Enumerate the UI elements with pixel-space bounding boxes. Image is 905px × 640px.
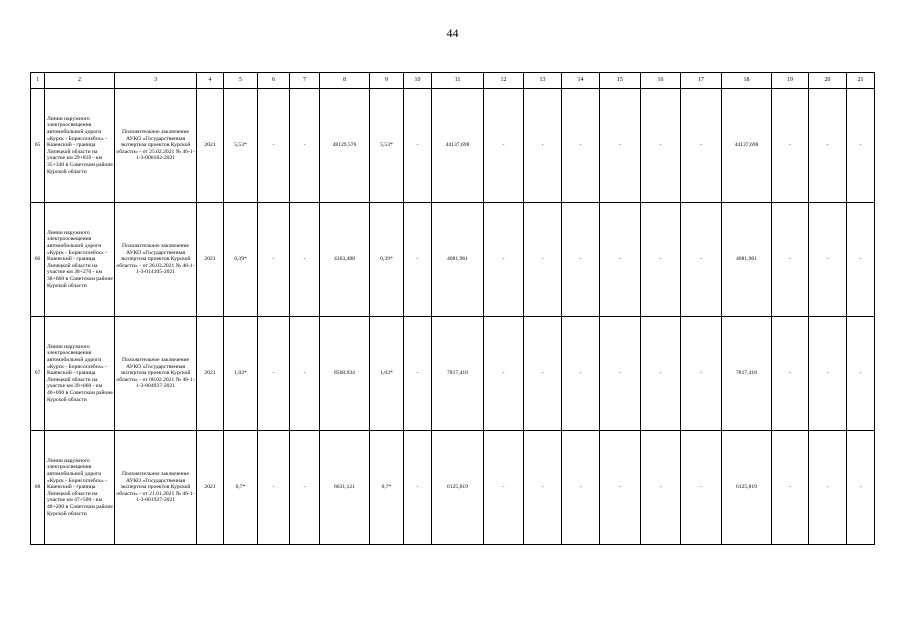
cell-col8: 4363,488 xyxy=(320,203,370,317)
cell-col18: 44137,698 xyxy=(722,89,772,203)
expert-conclusion: Положительное заключение АУКО «Государственная экспертиза проектов Курской области» - от 08.02.2021 № 46-1-1-3-004937-2021 xyxy=(115,317,197,431)
cell-col8: 48129,576 xyxy=(320,89,370,203)
cell-col9: 1,03* xyxy=(370,317,404,431)
column-header: 5 xyxy=(224,73,258,89)
column-header: 9 xyxy=(370,73,404,89)
cell-col6: - xyxy=(258,317,290,431)
column-header: 18 xyxy=(722,73,772,89)
column-header: 4 xyxy=(197,73,224,89)
cell-col9: 5,53* xyxy=(370,89,404,203)
cell-col16: - xyxy=(641,89,681,203)
cell-col16: - xyxy=(641,431,681,545)
cell-col15: - xyxy=(600,431,641,545)
cell-col15: - xyxy=(600,317,641,431)
cell-col5: 1,03* xyxy=(224,317,258,431)
row-number: 65 xyxy=(31,89,45,203)
cell-col17: - xyxy=(681,203,722,317)
cell-col5: 5,53* xyxy=(224,89,258,203)
table-row xyxy=(31,89,875,203)
cell-col8: 8560,934 xyxy=(320,317,370,431)
column-header: 15 xyxy=(600,73,641,89)
cell-col17: - xyxy=(681,431,722,545)
object-name: Линии наружного электроосвещения автомобильной дороги «Курск - Борисоглебск» - Кшенский - граница Липецкой области на участке км 38+270 - км 38+660 в Советском районе Курской области xyxy=(45,203,115,317)
year-cell: 2021 xyxy=(197,317,224,431)
cell-col20: - xyxy=(809,431,847,545)
cell-col20: - xyxy=(809,317,847,431)
cell-col6: - xyxy=(258,431,290,545)
cell-col7: - xyxy=(290,203,320,317)
object-name: Линии наружного электроосвещения автомобильной дороги «Курск - Борисоглебск» - Кшенский - граница Липецкой области на участке км 39+660 - км 40+690 в Советском районе Курской области xyxy=(45,317,115,431)
cell-col17: - xyxy=(681,317,722,431)
cell-col12: - xyxy=(484,89,524,203)
column-header: 11 xyxy=(432,73,484,89)
cell-col13: - xyxy=(524,317,562,431)
row-number: 68 xyxy=(31,431,45,545)
cell-col15: - xyxy=(600,89,641,203)
year-cell: 2021 xyxy=(197,89,224,203)
cell-col7: - xyxy=(290,431,320,545)
cell-col13: - xyxy=(524,431,562,545)
expert-conclusion: Положительное заключение АУКО «Государственная экспертиза проектов Курской области» - от 25.02.2021 № 46-1-1-3-008182-2021 xyxy=(115,89,197,203)
column-header: 1 xyxy=(31,73,45,89)
table-row xyxy=(31,203,875,317)
column-header: 20 xyxy=(809,73,847,89)
cell-col19: - xyxy=(772,431,809,545)
cell-col18: 7817,418 xyxy=(722,317,772,431)
cell-col21: - xyxy=(847,317,875,431)
cell-col20: - xyxy=(809,203,847,317)
column-header: 19 xyxy=(772,73,809,89)
page-number: 44 xyxy=(446,26,459,40)
table-row xyxy=(31,317,875,431)
column-header: 3 xyxy=(115,73,197,89)
cell-col11: 6125,819 xyxy=(432,431,484,545)
cell-col10: - xyxy=(404,89,432,203)
cell-col5: 0,39* xyxy=(224,203,258,317)
cell-col14: - xyxy=(562,317,600,431)
cell-col16: - xyxy=(641,203,681,317)
cell-col7: - xyxy=(290,317,320,431)
column-header: 8 xyxy=(320,73,370,89)
data-table xyxy=(30,72,875,545)
cell-col6: - xyxy=(258,203,290,317)
cell-col10: - xyxy=(404,203,432,317)
cell-col20: - xyxy=(809,89,847,203)
column-header: 12 xyxy=(484,73,524,89)
cell-col11: 44137,698 xyxy=(432,89,484,203)
cell-col13: - xyxy=(524,89,562,203)
cell-col21: - xyxy=(847,203,875,317)
cell-col10: - xyxy=(404,431,432,545)
cell-col12: - xyxy=(484,203,524,317)
year-cell: 2021 xyxy=(197,431,224,545)
cell-col11: 4081,961 xyxy=(432,203,484,317)
column-header: 10 xyxy=(404,73,432,89)
year-cell: 2021 xyxy=(197,203,224,317)
cell-col18: 4081,961 xyxy=(722,203,772,317)
cell-col19: - xyxy=(772,89,809,203)
object-name: Линии наружного электроосвещения автомобильной дороги «Курск - Борисоглебск» - Кшенский - граница Липецкой области на участке км 29+810 - км 35+340 в Советском районе Курской области xyxy=(45,89,115,203)
object-name: Линии наружного электроосвещения автомобильной дороги «Курск - Борисоглебск» - Кшенский - граница Липецкой области на участке км 47+500 - км 48+200 в Советском районе Курской области xyxy=(45,431,115,545)
row-number: 67 xyxy=(31,317,45,431)
column-header: 2 xyxy=(45,73,115,89)
column-header: 13 xyxy=(524,73,562,89)
cell-col11: 7817,418 xyxy=(432,317,484,431)
column-header: 17 xyxy=(681,73,722,89)
cell-col18: 6125,819 xyxy=(722,431,772,545)
column-header: 21 xyxy=(847,73,875,89)
expert-conclusion: Положительное заключение АУКО «Государственная экспертиза проектов Курской области» - от 21.01.2021 № 46-1-1-3-001927-2021 xyxy=(115,431,197,545)
cell-col21: - xyxy=(847,89,875,203)
cell-col10: - xyxy=(404,317,432,431)
cell-col8: 6631,121 xyxy=(320,431,370,545)
cell-col12: - xyxy=(484,431,524,545)
cell-col9: 0,39* xyxy=(370,203,404,317)
cell-col12: - xyxy=(484,317,524,431)
cell-col14: - xyxy=(562,431,600,545)
cell-col13: - xyxy=(524,203,562,317)
cell-col14: - xyxy=(562,203,600,317)
table-row xyxy=(31,431,875,545)
header-row xyxy=(31,73,875,89)
row-number: 66 xyxy=(31,203,45,317)
column-header: 14 xyxy=(562,73,600,89)
cell-col17: - xyxy=(681,89,722,203)
cell-col21: - xyxy=(847,431,875,545)
cell-col9: 0,7* xyxy=(370,431,404,545)
column-header: 6 xyxy=(258,73,290,89)
column-header: 16 xyxy=(641,73,681,89)
cell-col14: - xyxy=(562,89,600,203)
cell-col7: - xyxy=(290,89,320,203)
cell-col6: - xyxy=(258,89,290,203)
cell-col16: - xyxy=(641,317,681,431)
column-header: 7 xyxy=(290,73,320,89)
cell-col5: 0,7* xyxy=(224,431,258,545)
expert-conclusion: Положительное заключение АУКО «Государственная экспертиза проектов Курской области» - от 26.03.2021 № 46-1-1-3-014105-2021 xyxy=(115,203,197,317)
cell-col15: - xyxy=(600,203,641,317)
cell-col19: - xyxy=(772,203,809,317)
cell-col19: - xyxy=(772,317,809,431)
